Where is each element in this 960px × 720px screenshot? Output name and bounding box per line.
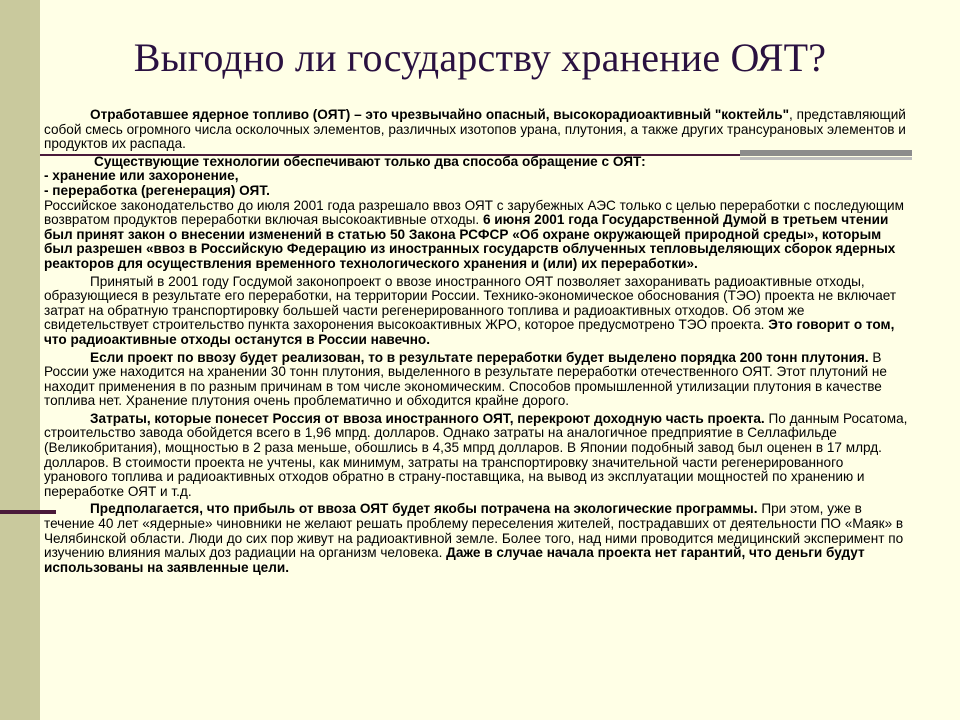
p3-text: Принятый в 2001 году Госдумой законопроект о ввозе иностранного ОЯТ позволяет захоранивать радиоактивные отходы, образующиеся в результате его переработки, на территории России. Технико-экономическое обоснования (ТЭО) проекта не включает затрат на обратную транспортировку большей части регенерированного топлива и радиоактивных отходов. Об этом же свидетельствует строительство пункта захоронения высокоактивных ЖРО, которое предусмотрено ТЭО проекта.: [44, 273, 897, 333]
paragraph-6: [44, 502, 910, 575]
p1-bold: Отработавшее ядерное топливо (ОЯТ) – это чрезвычайно опасный, высокорадиоактивный "коктейль": [90, 107, 790, 122]
paragraph-5: [44, 412, 910, 500]
paragraph-2: [44, 155, 910, 272]
paragraph-3: [44, 275, 910, 348]
p1-text: , представляющий собой смесь огромного числа осколочных элементов, различных изотопов урана, плутония, а также других трансурановых элементов и продуктов их распада.: [44, 107, 906, 152]
p2-bold-4: 6 июня 2001 года Государственной Думой в третьем чтении был принят закон о внесении изменений в статью 50 Закона РСФСР «Об охране окружающей природной среды», которым был разрешен «ввоз в Российскую Федерацию из иностранных государств облученных тепловыделяющих сборок ядерных реакторов для осуществления временного технологического хранения и (или) их переработки».: [44, 212, 896, 271]
p2-bold-3: - переработка (регенерация) ОЯТ.: [44, 182, 270, 198]
p5-text: По данным Росатома, строительство завода обойдется всего в 1,96 мпрд. долларов. Однако затраты на аналогичное предприятие в Селлафильде (Великобритания), мощностью в 2 раза меньше, обошлись в 4,35 мпрд долларов. В Японии подобный завод был оценен в 17 млрд. долларов. В стоимости проекта не учтены, как минимум, затраты на транспортировку значительной части регенерированного уранового топлива и радиоактивных отходов обратно в страну-поставщика, на вывод из эксплуатации мощностей по хранению и переработке ОЯТ и т.д.: [44, 410, 908, 499]
p6-bold-1: Предполагается, что прибыль от ввоза ОЯТ будет якобы потрачена на экологические программы.: [90, 501, 758, 517]
page-title: Выгодно ли государству хранение ОЯТ?: [133, 35, 827, 80]
paragraph-4: [44, 351, 910, 409]
p5-bold: Затраты, которые понесет Россия от ввоза иностранного ОЯТ, перекроют доходную часть проекта.: [90, 410, 765, 426]
slide-body: [44, 108, 910, 575]
paragraph-1: [44, 108, 910, 152]
left-decorative-bar: [0, 0, 40, 720]
p2-text: Российское законодательство до июля 2001 года разрешало ввоз ОЯТ с зарубежных АЭС только с целью переработки с последующим возвратом продуктов переработки включая высокоактивные отходы.: [44, 197, 904, 228]
p6-text: При этом, уже в течение 40 лет «ядерные» чиновники не желают решать проблему переселения жителей, пострадавших от деятельности ПО «Маяк» в Челябинской области. Люди до сих пор живут на радиоактивной земле. Более того, над ними проводится медицинский эксперимент по изучению влияния малых доз радиации на организм человека.: [44, 501, 904, 561]
p2-bold-2: - хранение или захоронение,: [44, 168, 239, 184]
p6-bold-2: Даже в случае начала проекта нет гарантий, что деньги будут использованы на заявленные цели.: [44, 545, 865, 575]
p4-bold: Если проект по ввозу будет реализован, то в результате переработки будет выделено порядка 200 тонн плутония.: [90, 349, 869, 365]
p4-text: В России уже находится на хранении 30 тонн плутония, выделенного в результате переработки отечественного ОЯТ. Этот плутоний не находит применения в по разным причинам в том числе экономическим. Способов промышленной утилизации плутония в качестве топлива нет. Хранение плутония очень проблематично и обходится крайне дорого.: [44, 349, 887, 409]
p3-bold: Это говорит о том, что радиоактивные отходы останутся в России навечно.: [44, 317, 895, 347]
p2-bold-1: Существующие технологии обеспечивают только два способа обращение с ОЯТ:: [94, 153, 646, 169]
